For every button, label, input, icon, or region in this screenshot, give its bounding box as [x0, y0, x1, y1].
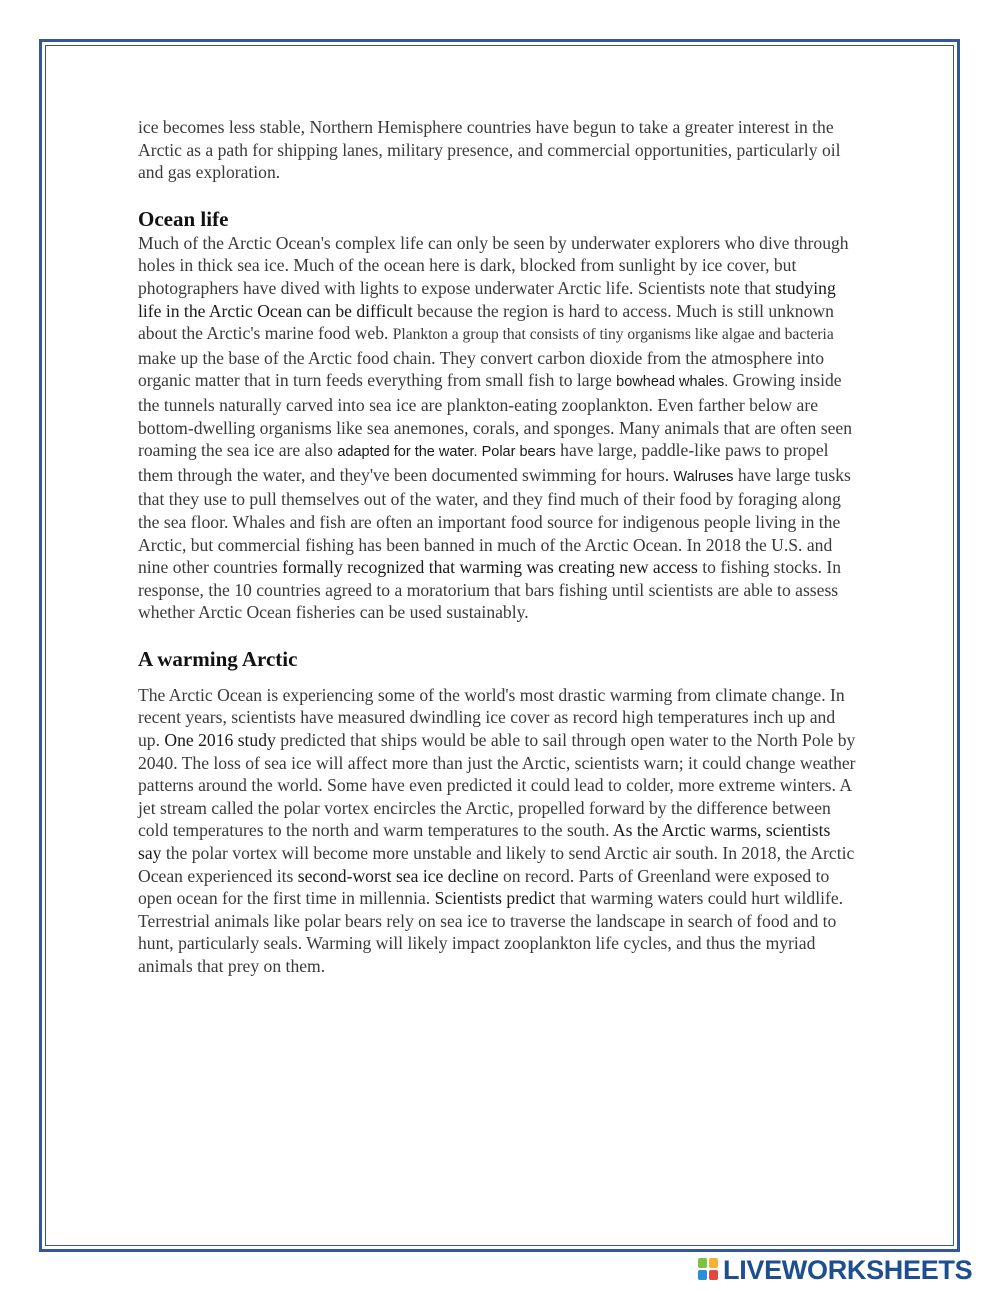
link-scientists-predict[interactable]: Scientists predict [434, 888, 556, 909]
link-bowhead-whales[interactable]: bowhead whales. [616, 374, 729, 391]
intro-paragraph: ice becomes less stable, Northern Hemisphere countries have begun to take a greater interest in the Arctic as a path for shipping lanes, military presence, and commercial opportunities, particularly oil and gas exploration. [138, 117, 841, 183]
plankton-definition: Plankton a group that consists of tiny organisms like algae and bacteria [392, 326, 834, 344]
link-2016-study[interactable]: One 2016 study [164, 730, 276, 751]
link-formally-recognized[interactable]: formally recognized that warming was creating new access [282, 557, 698, 578]
link-walruses[interactable]: Walruses [673, 468, 734, 485]
warming-paragraph: The Arctic Ocean is experiencing some of the world's most drastic warming from climate change. In recent years, scientists have measured dwindling ice cover as record high temperatures inch up and up. One 2016 study predicted that ships would be able to sail through open water to the North Pole by 2040. The loss of sea ice will affect more than just the Arctic, scientists warn; it could change weather patterns around the world. Some have even predicted it could lead to colder, more extreme winters. A jet stream called the polar vortex encircles the Arctic, propelled forward by the difference between cold temperatures to the north and warm temperatures to the south. As the Arctic warms, scientists say the polar vortex will become more unstable and likely to send Arctic air south. In 2018, the Arctic Ocean experienced its second-worst sea ice decline on record. Parts of Greenland were exposed to open ocean for the first time in millennia. Scientists predict that warming waters could hurt wildlife. Terrestrial animals like polar bears rely on sea ice to traverse the landscape in search of food and to hunt, particularly seals. Warming will likely impact zooplankton life cycles, and thus the myriad animals that prey on them. [138, 684, 856, 976]
link-sea-ice-decline[interactable]: second-worst sea ice decline [297, 865, 499, 886]
logo-icon-tile-blue [698, 1270, 707, 1280]
liveworksheets-logo [698, 1255, 972, 1285]
heading-ocean-life: Ocean life [138, 206, 229, 231]
logo-icon-tile-yellow [709, 1258, 718, 1268]
logo-text: LIVEWORKSHEETS [723, 1254, 973, 1285]
liveworksheets-logo-icon [698, 1258, 720, 1282]
link-studying-life[interactable]: studying life in the Arctic Ocean can be difficult [138, 277, 836, 321]
ocean-life-paragraph: Much of the Arctic Ocean's complex life can only be seen by underwater explorers who dive through holes in thick sea ice. Much of the ocean here is dark, blocked from sunlight by ice cover, but photographers have dived with lights to expose underwater Arctic life. Scientists note that studying life in the Arctic Ocean can be difficult because the region is hard to access. Much is still unknown about the Arctic's marine food web. Plankton a group that consists of tiny organisms like algae and bacteria make up the base of the Arctic food chain. They convert carbon dioxide from the atmosphere into organic matter that in turn feeds everything from small fish to large bowhead whales. Growing inside the tunnels naturally carved into sea ice are plankton-eating zooplankton. Even farther below are bottom-dwelling organisms like sea anemones, corals, and sponges. Many animals that are often seen roaming the sea ice are also adapted for the water. Polar bears have large, paddle-like paws to propel them through the water, and they've been documented swimming for hours. Walruses have large tusks that they use to pull themselves out of the water, and they find much of their food by foraging along the sea floor. Whales and fish are often an important food source for indigenous people living in the Arctic, but commercial fishing has been banned in much of the Arctic Ocean. In 2018 the U.S. and nine other countries formally recognized that warming was creating new access to fishing stocks. In response, the 10 countries agreed to a moratorium that bars fishing until scientists are able to assess whether Arctic Ocean fisheries can be used sustainably. [138, 232, 852, 623]
document-body [138, 116, 858, 978]
link-adapted-water[interactable]: adapted for the water. Polar bears [337, 444, 556, 461]
logo-icon-tile-green [698, 1258, 707, 1268]
heading-warming-arctic: A warming Arctic [138, 646, 298, 671]
logo-icon-tile-red [709, 1270, 718, 1280]
link-arctic-warms[interactable]: As the Arctic warms, scientists say [138, 820, 831, 864]
